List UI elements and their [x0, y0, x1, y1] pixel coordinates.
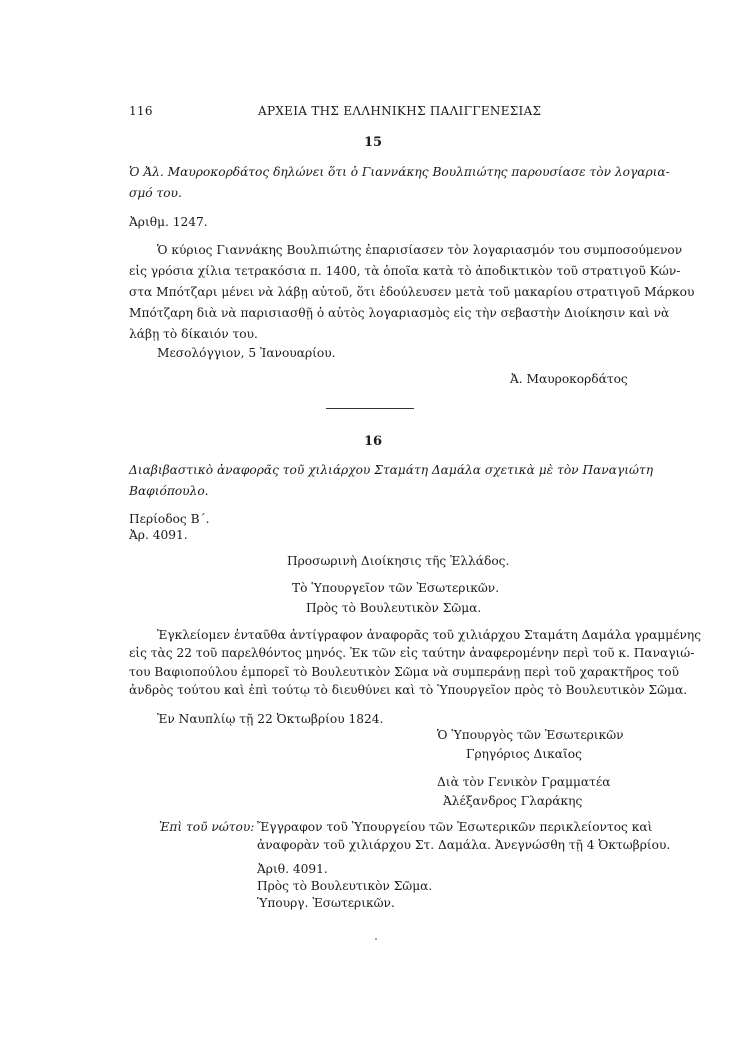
running-title: ΑΡΧΕΙΑ ΤΗΣ ΕΛΛΗΝΙΚΗΣ ΠΑΛΙΓΓΕΝΕΣΙΑΣ: [258, 104, 542, 118]
document-15-body-line-1: Ὁ κύριος Γιαννάκης Βουλπιώτης ἐπαρισίασεν τὸν λογαριασμόν του συμποσούμενον: [157, 243, 683, 257]
endorsement-label: Ἐπὶ τοῦ νώτου:: [159, 820, 255, 834]
document-16-body-line-2: εἰς τὰς 22 τοῦ παρελθόντος μηνός. Ἐκ τῶν εἰς ταύτην ἀναφερομένην περὶ τοῦ κ. Παναγιώ-: [129, 646, 695, 660]
scan-speck: [375, 938, 377, 940]
document-16-heading-2: Τὸ Ὑπουργεῖον τῶν Ἐσωτερικῶν.: [292, 581, 500, 595]
document-15-place-date: Μεσολόγγιον, 5 Ἰανουαρίου.: [157, 346, 336, 360]
document-16-body-line-1: Ἐγκλείομεν ἐνταῦθα ἀντίγραφον ἀναφορᾶς τοῦ χιλιάρχου Σταμάτη Δαμάλα γραμμένης: [157, 628, 702, 642]
document-16-heading-3: Πρὸς τὸ Βουλευτικὸν Σῶμα.: [306, 601, 482, 615]
document-15-number: 15: [364, 135, 383, 150]
section-divider: [326, 408, 414, 409]
page-number: 116: [129, 104, 153, 118]
document-16-body-line-3: του Βαφιοπούλου ἐμπορεῖ τὸ Βουλευτικὸν Σῶμα νὰ συμπεράνῃ περὶ τοῦ χαρακτῆρος τοῦ: [129, 665, 680, 679]
document-16-summary-line-2: Βαφιόπουλο.: [129, 484, 209, 498]
registry-line-2: Πρὸς τὸ Βουλευτικὸν Σῶμα.: [257, 879, 433, 893]
document-16-body-line-4: ἀνδρὸς τούτου καὶ ἐπὶ τούτῳ τὸ διευθύνει καὶ τὸ Ὑπουργεῖον πρὸς τὸ Βουλευτικὸν Σῶμα.: [129, 683, 688, 697]
document-16-reference: Ἀρ. 4091.: [129, 528, 188, 542]
document-16-place-date: Ἐν Ναυπλίῳ τῇ 22 Ὀκτωβρίου 1824.: [157, 712, 384, 726]
document-15-summary-line-1: Ὁ Ἀλ. Μαυροκορδάτος δηλώνει ὅτι ὁ Γιαννάκης Βουλπιώτης παρουσίασε τὸν λογαρια-: [129, 165, 670, 179]
document-15-summary-line-2: σμό του.: [129, 186, 182, 200]
endorsement-line-1: Ἔγγραφον τοῦ Ὑπουργείου τῶν Ἐσωτερικῶν περικλείοντος καὶ: [257, 820, 653, 834]
signatory-1-title: Ὁ Ὑπουργὸς τῶν Ἐσωτερικῶν: [437, 728, 624, 742]
document-15-body-line-4: Μπότζαρη διὰ νὰ παρισιασθῇ ὁ αὐτὸς λογαριασμὸς εἰς τὴν σεβαστὴν Διοίκησιν καὶ νὰ: [129, 306, 670, 320]
document-15-signature: Ἀ. Μαυροκορδάτος: [510, 372, 628, 386]
document-16-period: Περίοδος Β΄.: [129, 512, 210, 526]
document-15-body-line-3: στα Μπότζαρι μένει νὰ λάβῃ αὐτοῦ, ὅτι ἐδούλευσεν μετὰ τοῦ μακαρίου στρατιγοῦ Μάρκου: [129, 285, 695, 299]
signatory-2-name: Ἀλέξανδρος Γλαράκης: [443, 794, 583, 808]
document-15-body-line-5: λάβῃ τὸ δίκαιόν του.: [129, 327, 258, 341]
signatory-1-name: Γρηγόριος Δικαῖος: [466, 747, 582, 761]
registry-line-3: Ὑπουργ. Ἐσωτερικῶν.: [257, 896, 395, 910]
document-16-number: 16: [364, 434, 383, 449]
endorsement-line-2: ἀναφορὰν τοῦ χιλιάρχου Στ. Δαμάλα. Ἀνεγνώσθη τῇ 4 Ὀκτωβρίου.: [257, 838, 671, 852]
signatory-2-title: Διὰ τὸν Γενικὸν Γραμματέα: [437, 775, 611, 789]
document-15-reference: Ἀριθμ. 1247.: [129, 215, 208, 229]
registry-line-1: Ἀριθ. 4091.: [257, 862, 328, 876]
document-16-heading-1: Προσωρινὴ Διοίκησις τῆς Ἑλλάδος.: [287, 554, 510, 568]
document-15-body-line-2: εἰς γρόσια χίλια τετρακόσια π. 1400, τὰ ὁποῖα κατὰ τὸ ἀποδικτικὸν τοῦ στρατιγοῦ Κών-: [129, 264, 681, 278]
document-16-summary-line-1: Διαβιβαστικὸ ἀναφορᾶς τοῦ χιλιάρχου Σταμάτη Δαμάλα σχετικὰ μὲ τὸν Παναγιώτη: [129, 463, 653, 477]
